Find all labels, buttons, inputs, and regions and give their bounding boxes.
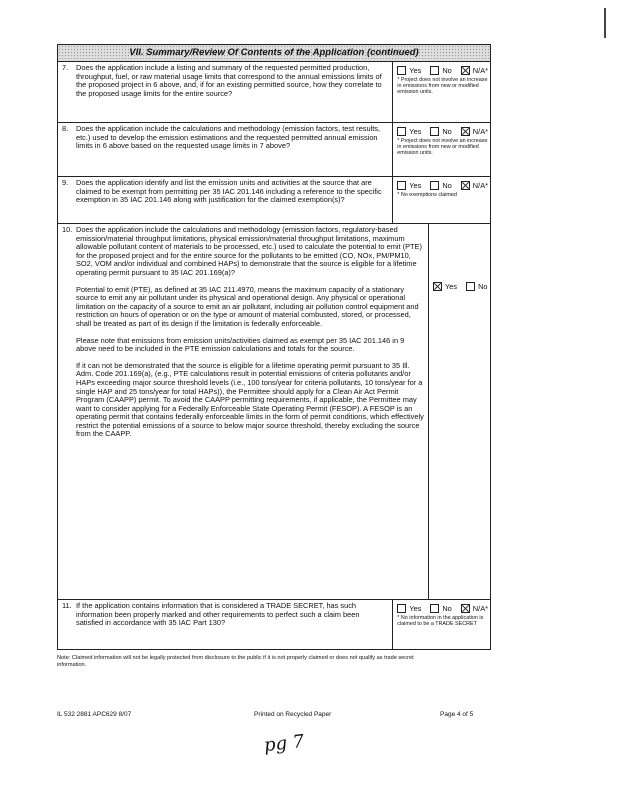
answer-options: [397, 127, 488, 136]
answer-footnote: * Project does not involve an increase in emissions from new or modified emission units.: [397, 138, 488, 157]
answer-cell: [393, 123, 490, 176]
handwritten-page-note: pg 7: [263, 730, 306, 757]
checkbox-na[interactable]: [461, 66, 470, 75]
option-label: No: [442, 127, 452, 136]
option-label: Yes: [409, 181, 422, 190]
option-label: No: [442, 604, 452, 613]
option-label: No: [442, 181, 452, 190]
page-number: Page 4 of 5: [440, 711, 474, 718]
option-label: Yes: [409, 127, 422, 136]
question-text-cell: [58, 123, 393, 176]
question-row: [58, 600, 490, 649]
answer-footnote: * No exemptions claimed: [397, 192, 457, 198]
checkbox-yes[interactable]: [433, 282, 442, 291]
question-paragraph: Potential to emit (PTE), as defined at 35 IAC 211.4970, means the maximum capacity of a stationary source to emit any air pollutant under its physical and operational design. Any physical or operational limitation on the capacity of a source to emit an air pollutant, including air pollution control equipment and restriction on hours of operation or on the type or amount of material combusted, stored, or processed, shall be treated as part of its design if the limitation is federally enforceable.: [76, 284, 419, 328]
question-row: [58, 177, 490, 224]
answer-cell: [393, 62, 490, 122]
checkbox-yes[interactable]: [397, 66, 406, 75]
question-number: 7.: [62, 63, 69, 72]
form-id: IL 532 2881 APC629 8/07: [57, 711, 132, 718]
checkbox-no[interactable]: [466, 282, 475, 291]
checkbox-na[interactable]: [461, 604, 470, 613]
question-text-cell: [58, 62, 393, 122]
question-number: 8.: [62, 124, 69, 133]
answer-footnote: * No information in the application is claimed to be a TRADE SECRET: [397, 615, 484, 628]
question-text-cell: [58, 177, 393, 223]
answer-options: [433, 282, 488, 291]
answer-cell: [393, 600, 490, 649]
question-text-cell: [58, 600, 393, 649]
answer-options: [397, 181, 488, 190]
question-paragraph: Please note that emissions from emission units/activities claimed as exempt per 35 IAC 201.146 in 9 above need to be included in the PTE emission calculations and totals for the source.: [76, 335, 405, 354]
question-row: [58, 123, 490, 177]
question-text: Does the application include the calculations and methodology (emission factors, regulatory-based emission/material throughput limitations, physical emission/material throughput limitations, maximum allowable pollutant content of materials to be processed, etc.) used to calculate the potential to emit (PTE) for the proposed project and for the entire source for the pollutants to be emitted (CO, NOx, PM/PM10, SO2, VOM and/or individual and combined HAPs) to demonstrate that the source is eligible for a lifetime operating permit pursuant to 35 IAC 201.169(a)?: [76, 225, 422, 277]
checkbox-na[interactable]: [461, 127, 470, 136]
option-label: Yes: [445, 282, 458, 291]
option-label: Yes: [409, 604, 422, 613]
option-label: Yes: [409, 66, 422, 75]
answer-cell: [429, 224, 490, 599]
question-number: 10.: [62, 225, 73, 234]
checkbox-no[interactable]: [430, 604, 439, 613]
question-row: [58, 62, 490, 123]
recycled-paper: Printed on Recycled Paper: [254, 711, 332, 718]
checkbox-no[interactable]: [430, 181, 439, 190]
question-text-cell: [58, 224, 429, 599]
checkbox-no[interactable]: [430, 127, 439, 136]
checkbox-yes[interactable]: [397, 181, 406, 190]
summary-table: [57, 44, 491, 650]
question-number: 11.: [62, 601, 72, 610]
answer-options: [397, 66, 488, 75]
question-text: If the application contains information that is considered a TRADE SECRET, has such information been properly marked and other requirements to perfect such a claim been satisfied in accordance with 35 IAC Part 130?: [76, 601, 360, 628]
checkbox-no[interactable]: [430, 66, 439, 75]
question-number: 9.: [62, 178, 69, 187]
answer-options: [397, 604, 488, 613]
trade-secret-note: Note: Claimed information will not be legally protected from disclosure to the public if it is not properly claimed or does not qualify as trade secret information.: [57, 655, 414, 668]
checkbox-na[interactable]: [461, 181, 470, 190]
option-label: No: [478, 282, 488, 291]
question-text: Does the application include the calculations and methodology (emission factors, test results, etc.) used to develop the emission estimations and the requested permitted annual emission limits in 6 above based on the requested usage limits in 7 above?: [76, 124, 381, 151]
option-label: N/A*: [472, 66, 488, 75]
section-header: VII. Summary/Review Of Contents of the Application (continued): [58, 45, 490, 62]
scan-edge-mark: [604, 8, 606, 38]
question-text: Does the application identify and list the emission units and activities at the source that are claimed to be exempt from permitting per 35 IAC 201.146 including a reference to the specific exemption in 35 IAC 201.146 along with justification for the claimed exemption(s)?: [76, 178, 382, 205]
question-paragraph: If it can not be demonstrated that the source is eligible for a lifetime operating permit pursuant to 35 Ill. Adm. Code 201.169(a), (e.g., PTE calculations result in potential emissions of criteria pollutants and/or HAPs exceeding major source threshold levels (i.e., 100 tons/year for criteria pollutants, 10 tons/year for a single HAP and 25 tons/year for total HAPs)), the Permittee should apply for a Clean Air Act Permit Program (CAAPP) permit. To avoid the CAAPP permitting requirements, if applicable, the Permittee may want to consider applying for a Federally Enforceable State Operating Permit (FESOP). A FESOP is an operating permit that contains federally enforceable limits in the form of permit conditions, which effectively restrict the potential emissions of a source to below major source threshold, thereby excluding the source from the CAAPP.: [76, 360, 424, 439]
answer-footnote: * Project does not involve an increase in emissions from new or modified emission units.: [397, 77, 488, 96]
option-label: N/A*: [472, 181, 488, 190]
checkbox-yes[interactable]: [397, 604, 406, 613]
option-label: N/A*: [472, 604, 488, 613]
question-text: Does the application include a listing and summary of the requested permitted production, throughput, fuel, or raw material usage limits that correspond to the annual emissions limits of the proposed project in 6 above, and, if for an existing permitted source, how they correlate to the proposed usage limits for the entire source?: [76, 63, 382, 98]
question-row: [58, 224, 490, 600]
option-label: N/A*: [472, 127, 488, 136]
checkbox-yes[interactable]: [397, 127, 406, 136]
option-label: No: [442, 66, 452, 75]
answer-cell: [393, 177, 490, 223]
